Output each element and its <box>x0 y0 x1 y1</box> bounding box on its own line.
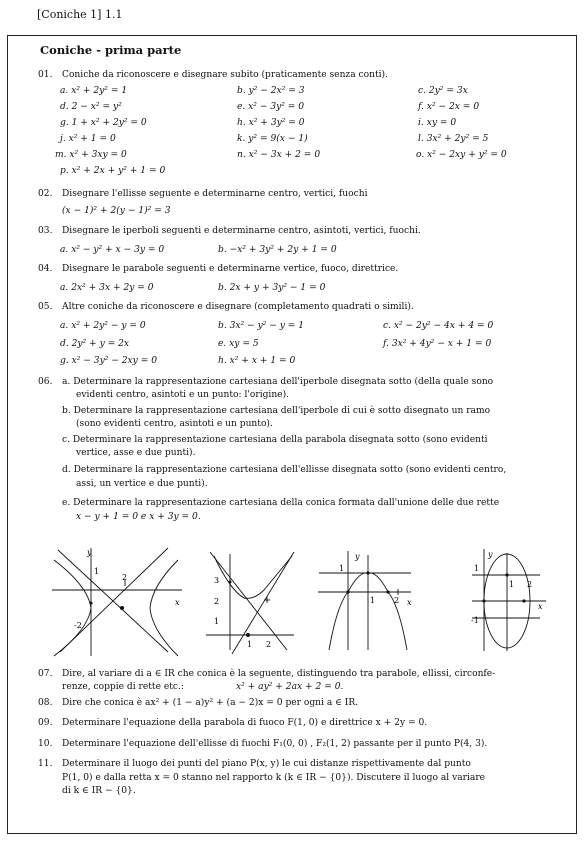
ex06-line: e. Determinare la rappresentazione cartesiana della conica formata dall'unione delle due rette <box>62 498 500 508</box>
ex01-item-l: l. 3x² + 2y² = 5 <box>418 134 489 144</box>
ex03-num: 03. <box>38 226 53 236</box>
graph4-tick: -1 <box>471 616 479 625</box>
ex11-line: di k ∈ IR − {0}. <box>62 786 136 796</box>
graph4-x-label: x <box>538 602 543 611</box>
ex03-item-b: b. −x² + 3y² + 2y + 1 = 0 <box>218 245 337 255</box>
graph2-tick: 3 <box>214 576 220 585</box>
graph3-tick: 1 <box>370 596 376 605</box>
ex01-item-o: o. x² − 2xy + y² = 0 <box>416 150 507 160</box>
ex06-line: b. Determinare la rappresentazione cartesiana dell'iperbole di cui è sotto disegnato un ramo <box>62 406 491 416</box>
ex01-text: Coniche da riconoscere e disegnare subito (praticamente senza conti). <box>62 70 388 80</box>
ex01-item-n: n. x² − 3x + 2 = 0 <box>237 150 321 160</box>
ex05-item-h: h. x² + x + 1 = 0 <box>218 356 296 366</box>
graph4-tick: 1 <box>474 564 480 573</box>
graph4-tick: 1 <box>509 580 515 589</box>
ex06-line: assi, un vertice e due punti). <box>76 479 208 489</box>
ex07-line: Dire, al variare di a ∈ IR che conica è la seguente, distinguendo tra parabole, ellissi, circonfe- <box>62 669 496 679</box>
graph3-tick: 2 <box>394 596 400 605</box>
ex04-num: 04. <box>38 264 53 274</box>
graph1-tick: -2 <box>74 621 82 630</box>
ex05-item-a: a. x² + 2y² − y = 0 <box>60 321 146 331</box>
ex05-item-b: b. 3x² − y² − y = 1 <box>218 321 305 331</box>
ex06-line: evidenti centro, asintoti e un punto: l'origine). <box>76 390 290 400</box>
ex05-num: 05. <box>38 302 53 312</box>
graph2-tick: 2 <box>214 597 220 606</box>
ex01-item-g: g. 1 + x² + 2y² = 0 <box>60 118 147 128</box>
ex06-line: d. Determinare la rappresentazione cartesiana dell'ellisse disegnata sotto (sono evidenti centro, <box>62 465 507 475</box>
ex01-item-d: d. 2 − x² = y² <box>60 102 122 112</box>
ex05-item-f: f. 3x² + 4y² − x + 1 = 0 <box>383 339 492 349</box>
ex01-item-m: m. x² + 3xy = 0 <box>55 150 127 160</box>
ex06-line: (sono evidenti centro, asintoti e un punto). <box>76 419 273 429</box>
page-header: [Coniche 1] 1.1 <box>37 8 123 21</box>
graph1-y-label: y <box>87 548 92 557</box>
graph2-tick: 1 <box>247 640 253 649</box>
graph3-x-label: x <box>407 598 412 607</box>
figure-hyperbola-b <box>202 550 297 660</box>
ex05-text: Altre coniche da riconoscere e disegnare (completamento quadrati o simili). <box>62 302 414 312</box>
ex01-item-k: k. y² = 9(x − 1) <box>237 134 308 144</box>
ex04-text: Disegnare le parabole seguenti e determinarne vertice, fuoco, direttrice. <box>62 264 399 274</box>
ex01-item-c: c. 2y² = 3x <box>418 86 468 96</box>
graph2-tick: 1 <box>214 617 220 626</box>
ex06-line: c. Determinare la rappresentazione cartesiana della parabola disegnata sotto (sono evidenti <box>62 435 488 445</box>
ex06-line: vertice, asse e due punti). <box>76 448 196 458</box>
ex01-item-b: b. y² − 2x² = 3 <box>237 86 305 96</box>
ex02-num: 02. <box>38 189 53 199</box>
ex06-num: 06. <box>38 377 53 387</box>
ex06-line: x − y + 1 = 0 e x + 3y = 0. <box>76 512 201 522</box>
ex10-num: 10. <box>38 739 53 749</box>
ex05-item-g: g. x² − 3y² − 2xy = 0 <box>60 356 157 366</box>
ex01-item-i: i. xy = 0 <box>418 118 457 128</box>
ex05-item-c: c. x² − 2y² − 4x + 4 = 0 <box>383 321 494 331</box>
figure-hyperbola-a <box>50 540 185 660</box>
ex08-num: 08. <box>38 698 53 708</box>
graph3-y-label: y <box>355 552 360 561</box>
ex05-item-e: e. xy = 5 <box>218 339 259 349</box>
ex10-text: Determinare l'equazione dell'ellisse di fuochi F₁(0, 0) , F₂(1, 2) passante per il punto P(4, 3). <box>62 739 488 749</box>
ex07-equation: x² + ay² + 2ax + 2 = 0. <box>236 682 344 692</box>
ex11-num: 11. <box>38 759 53 769</box>
graph3-tick: 1 <box>339 564 345 573</box>
ex01-item-p: p. x² + 2x + y² + 1 = 0 <box>60 166 166 176</box>
graph2-tick: 2 <box>266 640 272 649</box>
ex11-line: Determinare il luogo dei punti del piano P(x, y) le cui distanze rispettivamente dal punto <box>62 759 471 769</box>
graph4-y-label: y <box>488 550 493 559</box>
ex06-line: a. Determinare la rappresentazione cartesiana dell'iperbole disegnata sotto (della quale sono <box>62 377 494 387</box>
figure-ellipse-d <box>468 543 548 655</box>
ex03-item-a: a. x² − y² + x − 3y = 0 <box>60 245 165 255</box>
figure-parabola-c <box>315 545 415 655</box>
ex04-item-b: b. 2x + y + 3y² − 1 = 0 <box>218 283 326 293</box>
ex04-item-a: a. 2x² + 3x + 2y = 0 <box>60 283 154 293</box>
ex02-text: Disegnare l'ellisse seguente e determinarne centro, vertici, fuochi <box>62 189 368 199</box>
ex03-text: Disegnare le iperboli seguenti e determinarne centro, asintoti, vertici, fuochi. <box>62 226 421 236</box>
page-title: Coniche - prima parte <box>40 43 182 57</box>
ex01-item-j: j. x² + 1 = 0 <box>60 134 116 144</box>
graph1-tick: 2 <box>122 573 128 582</box>
ex07-num: 07. <box>38 669 53 679</box>
ex09-text: Determinare l'equazione della parabola di fuoco F(1, 0) e direttrice x + 2y = 0. <box>62 718 428 728</box>
graph1-x-label: x <box>175 598 180 607</box>
ex05-item-d: d. 2y² + y = 2x <box>60 339 130 349</box>
ex01-item-f: f. x² − 2x = 0 <box>418 102 480 112</box>
ex11-line: P(1, 0) e dalla retta x = 0 stanno nel rapporto k (k ∈ IR − {0}). Discutere il luogo al variare <box>62 773 486 783</box>
ex07-line: renze, coppie di rette etc.: <box>62 682 184 692</box>
ex01-item-a: a. x² + 2y² = 1 <box>60 86 128 96</box>
ex01-item-h: h. x² + 3y² = 0 <box>237 118 305 128</box>
ex02-equation: (x − 1)² + 2(y − 1)² = 3 <box>62 206 171 216</box>
graph1-tick: 1 <box>94 567 100 576</box>
ex08-text: Dire che conica è ax² + (1 − a)y² + (a − 2)x = 0 per ogni a ∈ IR. <box>62 698 359 708</box>
ex09-num: 09. <box>38 718 53 728</box>
graph4-tick: 2 <box>527 580 533 589</box>
ex01-num: 01. <box>38 70 53 80</box>
ex01-item-e: e. x² − 3y² = 0 <box>237 102 305 112</box>
